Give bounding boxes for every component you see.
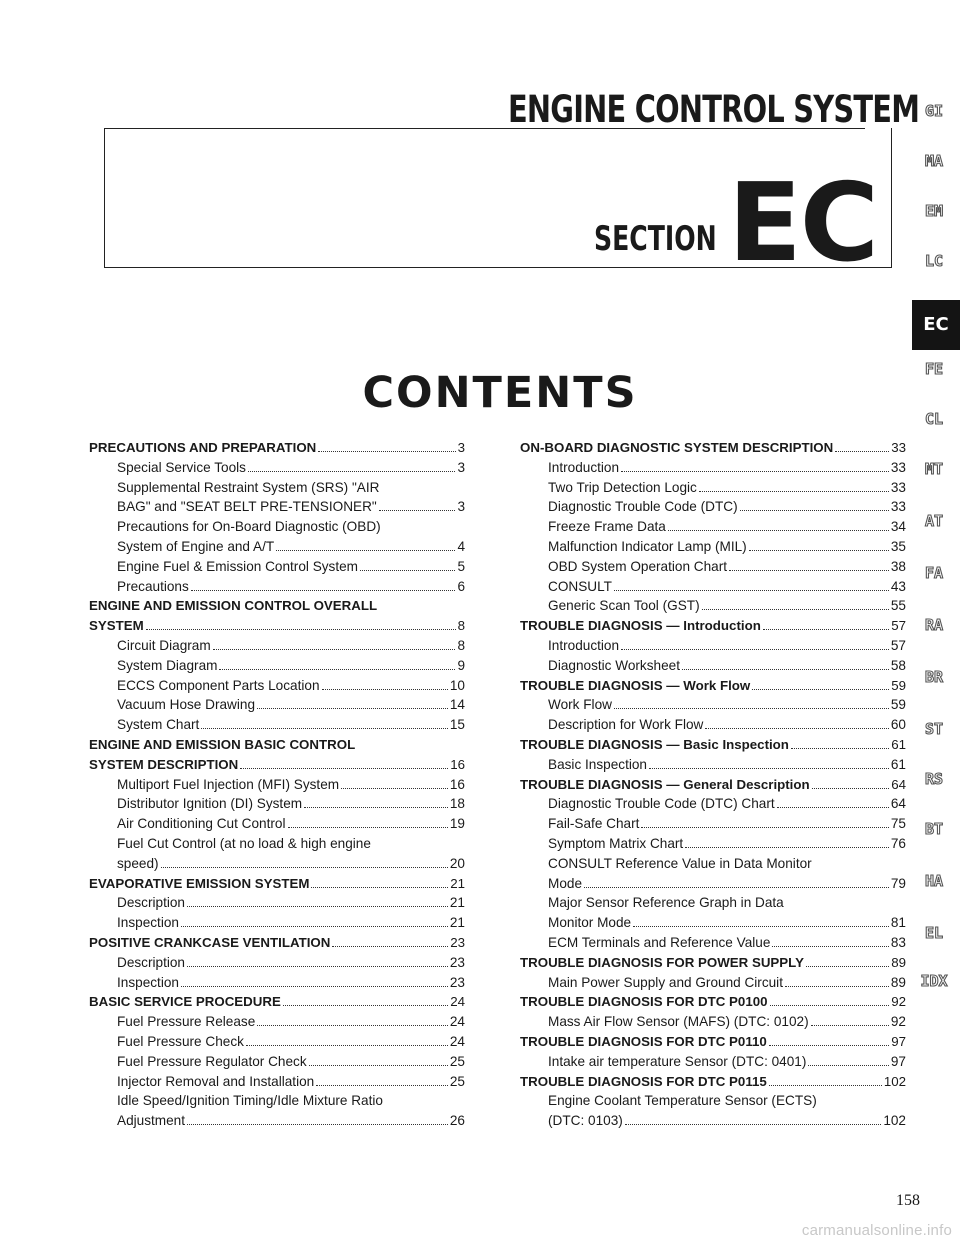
toc-entry-page: 16 <box>450 756 465 772</box>
toc-dot-leader <box>187 894 448 907</box>
toc-dot-leader <box>219 657 455 670</box>
toc-entry-label: Multiport Fuel Injection (MFI) System <box>117 776 340 792</box>
toc-right-column <box>520 438 906 1131</box>
toc-dot-leader <box>772 934 888 947</box>
toc-dot-leader <box>360 558 455 571</box>
toc-entry[interactable] <box>89 1111 465 1131</box>
section-tab-em[interactable]: EM <box>924 202 944 220</box>
toc-entry-page: 55 <box>890 598 906 614</box>
toc-entry[interactable] <box>520 834 906 854</box>
toc-entry-label: Adjustment <box>117 1113 186 1129</box>
toc-entry-label: Introduction <box>548 459 620 475</box>
toc-entry-label: Distributor Ignition (DI) System <box>117 796 303 812</box>
toc-entry-page: 59 <box>891 677 906 693</box>
toc-dot-leader <box>749 538 889 551</box>
toc-entry[interactable] <box>520 1091 906 1111</box>
toc-entry[interactable] <box>89 656 465 676</box>
toc-entry-label: Fuel Pressure Regulator Check <box>117 1053 307 1069</box>
toc-entry-label: Precautions <box>117 578 189 594</box>
toc-entry-label: Introduction <box>548 637 620 653</box>
toc-entry-page: 102 <box>883 1073 906 1089</box>
toc-entry[interactable] <box>520 517 906 537</box>
toc-entry-label: BAG" and "SEAT BELT PRE-TENSIONER" <box>117 499 377 515</box>
toc-entry[interactable] <box>520 992 906 1012</box>
section-code: EC <box>728 161 878 286</box>
toc-entry[interactable] <box>520 814 906 834</box>
toc-entry-label: Freeze Frame Data <box>548 519 666 535</box>
toc-entry[interactable] <box>89 557 465 577</box>
toc-entry-label: TROUBLE DIAGNOSIS FOR DTC P0115 <box>520 1073 767 1089</box>
toc-entry[interactable] <box>89 854 465 874</box>
toc-dot-leader <box>309 1053 448 1066</box>
toc-entry[interactable] <box>89 913 465 933</box>
toc-dot-leader <box>770 993 890 1006</box>
toc-entry[interactable] <box>520 1052 906 1072</box>
toc-entry-page: 57 <box>890 637 906 653</box>
toc-entry-label: Description <box>117 954 185 970</box>
toc-entry[interactable] <box>520 794 906 814</box>
toc-entry[interactable] <box>520 874 906 894</box>
toc-entry-label: Fuel Pressure Check <box>117 1033 244 1049</box>
toc-entry-label: EVAPORATIVE EMISSION SYSTEM <box>89 875 310 891</box>
toc-entry-page: 43 <box>890 578 906 594</box>
toc-entry-page: 34 <box>890 519 906 535</box>
toc-entry[interactable] <box>520 1111 906 1131</box>
toc-dot-leader <box>240 756 448 769</box>
toc-dot-leader <box>341 776 448 789</box>
toc-entry-label: Intake air temperature Sensor (DTC: 0401) <box>548 1053 807 1069</box>
toc-entry-page: 4 <box>457 538 465 554</box>
toc-dot-leader <box>791 736 889 749</box>
toc-dot-leader <box>283 993 448 1006</box>
toc-entry-label: Supplemental Restraint System (SRS) "AIR <box>117 479 380 495</box>
toc-entry-label: System Chart <box>117 717 200 733</box>
toc-entry[interactable] <box>520 755 906 775</box>
section-tab-bt[interactable]: BT <box>924 820 944 838</box>
toc-entry[interactable] <box>89 1072 465 1092</box>
section-tab-fa[interactable]: FA <box>924 564 944 582</box>
toc-entry-page: 23 <box>450 934 465 950</box>
toc-entry[interactable] <box>520 775 906 795</box>
toc-dot-leader <box>668 518 889 531</box>
toc-entry-label: Special Service Tools <box>117 459 246 475</box>
toc-entry-page: 92 <box>891 994 906 1010</box>
toc-entry[interactable] <box>89 537 465 557</box>
toc-dot-leader <box>621 459 889 472</box>
section-tab-cl[interactable]: CL <box>924 410 944 428</box>
toc-entry-label: SYSTEM DESCRIPTION <box>89 756 239 772</box>
toc-entry[interactable] <box>520 636 906 656</box>
toc-entry-page: 24 <box>449 1033 465 1049</box>
toc-dot-leader <box>187 1112 448 1125</box>
toc-entry-label: TROUBLE DIAGNOSIS FOR DTC P0110 <box>520 1033 767 1049</box>
toc-entry[interactable] <box>520 557 906 577</box>
toc-entry-page: 8 <box>457 618 465 634</box>
toc-entry-label: Description for Work Flow <box>548 717 704 733</box>
toc-entry[interactable] <box>89 695 465 715</box>
toc-dot-leader <box>649 756 889 769</box>
toc-entry-page: 33 <box>890 499 906 515</box>
section-tab-mt[interactable]: MT <box>924 460 944 478</box>
toc-dot-leader <box>246 1033 448 1046</box>
toc-entry[interactable] <box>520 656 906 676</box>
watermark: carmanualsonline.info <box>801 1222 952 1239</box>
toc-entry-label: OBD System Operation Chart <box>548 558 728 574</box>
toc-entry[interactable] <box>89 577 465 597</box>
toc-dot-leader <box>257 1013 448 1026</box>
toc-entry-page: 24 <box>449 1014 465 1030</box>
toc-dot-leader <box>288 815 448 828</box>
toc-dot-leader <box>181 974 448 987</box>
contents-heading: CONTENTS <box>362 368 638 418</box>
toc-entry-page: 64 <box>891 776 906 792</box>
toc-entry[interactable] <box>520 695 906 715</box>
toc-entry-label: SYSTEM <box>89 618 144 634</box>
toc-dot-leader <box>213 637 456 650</box>
toc-entry-label: TROUBLE DIAGNOSIS — Introduction <box>520 618 761 634</box>
toc-entry-label: Mode <box>548 875 583 891</box>
toc-entry-page: 81 <box>890 915 906 931</box>
toc-entry-label: Diagnostic Worksheet <box>548 657 680 673</box>
toc-entry-label: Fail-Safe Chart <box>548 816 640 832</box>
toc-dot-leader <box>705 716 889 729</box>
toc-entry-page: 26 <box>449 1113 465 1129</box>
section-tab-ra[interactable]: RA <box>924 616 944 634</box>
toc-dot-leader <box>181 914 448 927</box>
toc-entry[interactable] <box>89 497 465 517</box>
toc-entry[interactable] <box>89 755 465 775</box>
toc-entry-label: Diagnostic Trouble Code (DTC) Chart <box>548 796 775 812</box>
toc-dot-leader <box>379 498 456 511</box>
toc-entry-label: Inspection <box>117 974 179 990</box>
toc-entry-page: 25 <box>449 1073 465 1089</box>
toc-entry-page: 16 <box>449 776 465 792</box>
toc-dot-leader <box>625 1112 882 1125</box>
toc-entry[interactable] <box>520 735 906 755</box>
toc-dot-leader <box>769 1033 889 1046</box>
toc-entry-page: 14 <box>449 697 465 713</box>
toc-entry-label: ECM Terminals and Reference Value <box>548 934 771 950</box>
toc-entry-page: 89 <box>890 974 906 990</box>
toc-entry-page: 3 <box>457 499 465 515</box>
toc-entry-page: 61 <box>890 756 906 772</box>
toc-dot-leader <box>835 439 889 452</box>
toc-dot-leader <box>322 677 448 690</box>
toc-entry-page: 3 <box>457 440 465 455</box>
toc-entry-page: 10 <box>449 677 465 693</box>
toc-entry[interactable] <box>89 794 465 814</box>
toc-entry[interactable] <box>89 596 465 616</box>
toc-dot-leader <box>161 855 448 868</box>
section-tab-rs[interactable]: RS <box>924 770 944 788</box>
toc-entry[interactable] <box>520 478 906 498</box>
section-label: SECTION <box>594 219 717 259</box>
toc-entry-label: TROUBLE DIAGNOSIS FOR DTC P0100 <box>520 994 768 1010</box>
toc-entry-page: 33 <box>890 479 906 495</box>
toc-entry-page: 20 <box>449 855 465 871</box>
toc-entry-page: 21 <box>449 895 465 911</box>
toc-entry-label: Symptom Matrix Chart <box>548 835 684 851</box>
toc-entry[interactable] <box>520 537 906 557</box>
toc-entry[interactable] <box>520 973 906 993</box>
toc-dot-leader <box>685 835 889 848</box>
section-tab-lc[interactable]: LC <box>924 252 944 270</box>
toc-dot-leader <box>785 974 889 987</box>
section-tab-st[interactable]: ST <box>924 720 944 738</box>
toc-dot-leader <box>812 776 890 789</box>
toc-entry[interactable] <box>89 775 465 795</box>
toc-dot-leader <box>811 1013 889 1026</box>
toc-entry[interactable] <box>520 953 906 973</box>
toc-entry-page: 89 <box>891 954 906 970</box>
toc-entry-page: 21 <box>450 875 465 891</box>
toc-entry[interactable] <box>89 636 465 656</box>
toc-entry-page: 5 <box>457 558 465 574</box>
toc-dot-leader <box>621 637 889 650</box>
toc-entry-page: 23 <box>449 954 465 970</box>
toc-dot-leader <box>318 439 455 452</box>
toc-entry-label: Injector Removal and Installation <box>117 1073 315 1089</box>
toc-dot-leader <box>641 815 888 828</box>
toc-entry-page: 33 <box>890 459 906 475</box>
toc-dot-leader <box>682 657 889 670</box>
toc-left-column <box>89 438 465 1131</box>
toc-dot-leader <box>187 954 448 967</box>
toc-dot-leader <box>332 934 448 947</box>
toc-entry-label: CONSULT Reference Value in Data Monitor <box>548 855 812 871</box>
toc-dot-leader <box>769 1073 882 1086</box>
toc-entry-page: 102 <box>883 1113 906 1129</box>
toc-entry-label: Two Trip Detection Logic <box>548 479 697 495</box>
section-tab-ec[interactable]: EC <box>912 300 960 350</box>
toc-entry-page: 58 <box>890 657 906 673</box>
toc-entry-page: 83 <box>890 934 906 950</box>
section-tab-ma[interactable]: MA <box>924 152 944 170</box>
toc-entry-label: Air Conditioning Cut Control <box>117 816 286 832</box>
section-tab-gi[interactable]: GI <box>924 102 944 120</box>
section-tab-fe[interactable]: FE <box>924 360 944 378</box>
toc-entry-label: Monitor Mode <box>548 915 632 931</box>
toc-entry-label: (DTC: 0103) <box>548 1113 623 1129</box>
toc-entry[interactable] <box>520 497 906 517</box>
toc-entry-page: 57 <box>891 618 906 634</box>
toc-entry[interactable] <box>89 992 465 1012</box>
toc-entry[interactable] <box>89 438 465 458</box>
toc-entry-page: 8 <box>457 637 465 653</box>
toc-dot-leader <box>740 498 889 511</box>
toc-entry-label: TROUBLE DIAGNOSIS — Work Flow <box>520 677 751 693</box>
toc-entry-page: 9 <box>457 657 465 673</box>
toc-entry[interactable] <box>520 854 906 874</box>
toc-dot-leader <box>729 558 889 571</box>
toc-dot-leader <box>702 597 889 610</box>
toc-entry-label: ECCS Component Parts Location <box>117 677 320 693</box>
toc-entry-page: 15 <box>449 717 465 733</box>
toc-entry-label: Description <box>117 895 185 911</box>
toc-entry-page: 21 <box>449 915 465 931</box>
toc-entry-label: ENGINE AND EMISSION BASIC CONTROL <box>89 736 356 752</box>
toc-dot-leader <box>777 795 889 808</box>
toc-entry-page: 35 <box>890 538 906 554</box>
toc-dot-leader <box>316 1073 448 1086</box>
toc-entry[interactable] <box>520 1072 906 1092</box>
page-number: 158 <box>896 1192 920 1209</box>
toc-entry[interactable] <box>520 1032 906 1052</box>
toc-entry[interactable] <box>89 478 465 498</box>
toc-entry[interactable] <box>89 1032 465 1052</box>
toc-entry[interactable] <box>520 893 906 913</box>
toc-entry-page: 61 <box>891 736 906 752</box>
toc-entry-label: TROUBLE DIAGNOSIS — Basic Inspection <box>520 736 789 752</box>
toc-entry-label: BASIC SERVICE PROCEDURE <box>89 994 281 1010</box>
toc-entry-label: ON-BOARD DIAGNOSTIC SYSTEM DESCRIPTION <box>520 440 834 455</box>
toc-entry-label: Malfunction Indicator Lamp (MIL) <box>548 538 747 554</box>
toc-entry-page: 75 <box>890 816 906 832</box>
section-title: ENGINE CONTROL SYSTEM <box>508 88 920 131</box>
toc-dot-leader <box>752 677 889 690</box>
toc-entry[interactable] <box>89 1012 465 1032</box>
section-tab-idx[interactable]: IDX <box>920 972 948 990</box>
toc-entry-page: 19 <box>449 816 465 832</box>
toc-entry-page: 59 <box>890 697 906 713</box>
toc-entry-page: 97 <box>891 1033 906 1049</box>
toc-entry-label: Fuel Cut Control (at no load & high engine <box>117 835 371 851</box>
toc-dot-leader <box>191 578 456 591</box>
toc-entry-page: 18 <box>449 796 465 812</box>
toc-entry-label: Mass Air Flow Sensor (MAFS) (DTC: 0102) <box>548 1014 809 1030</box>
toc-entry-page: 64 <box>890 796 906 812</box>
toc-entry[interactable] <box>89 735 465 755</box>
toc-dot-leader <box>808 1053 888 1066</box>
toc-dot-leader <box>276 538 455 551</box>
toc-entry[interactable] <box>520 913 906 933</box>
toc-entry-page: 79 <box>890 875 906 891</box>
toc-dot-leader <box>763 617 889 630</box>
section-tab-at[interactable]: AT <box>924 512 944 530</box>
toc-entry[interactable] <box>89 517 465 537</box>
toc-entry[interactable] <box>89 953 465 973</box>
toc-entry-label: Basic Inspection <box>548 756 647 772</box>
toc-entry-page: 92 <box>890 1014 906 1030</box>
toc-dot-leader <box>146 617 456 630</box>
toc-entry-label: PRECAUTIONS AND PREPARATION <box>89 440 317 455</box>
toc-entry-label: Idle Speed/Ignition Timing/Idle Mixture Ratio <box>117 1093 383 1109</box>
toc-entry-label: System of Engine and A/T <box>117 538 275 554</box>
toc-entry-label: Circuit Diagram <box>117 637 211 653</box>
toc-entry-label: System Diagram <box>117 657 218 673</box>
toc-entry-label: POSITIVE CRANKCASE VENTILATION <box>89 934 331 950</box>
toc-entry-label: TROUBLE DIAGNOSIS — General Description <box>520 776 810 792</box>
toc-entry[interactable] <box>520 438 906 458</box>
toc-entry-page: 3 <box>457 459 465 475</box>
toc-entry[interactable] <box>89 458 465 478</box>
toc-entry[interactable] <box>520 596 906 616</box>
toc-entry-label: Engine Coolant Temperature Sensor (ECTS) <box>548 1093 817 1109</box>
toc-entry[interactable] <box>520 616 906 636</box>
toc-entry-label: Inspection <box>117 915 179 931</box>
section-tab-el[interactable]: EL <box>924 924 944 942</box>
toc-entry[interactable] <box>520 1012 906 1032</box>
toc-entry[interactable] <box>89 1091 465 1111</box>
toc-dot-leader <box>257 696 448 709</box>
toc-entry-label: speed) <box>117 855 159 871</box>
toc-dot-leader <box>201 716 448 729</box>
toc-entry[interactable] <box>89 676 465 696</box>
toc-dot-leader <box>304 795 448 808</box>
toc-dot-leader <box>311 875 448 888</box>
toc-entry[interactable] <box>520 715 906 735</box>
toc-dot-leader <box>806 954 889 967</box>
toc-dot-leader <box>584 875 889 888</box>
toc-entry-label: Major Sensor Reference Graph in Data <box>548 895 784 911</box>
toc-entry[interactable] <box>89 874 465 894</box>
toc-entry-label: Generic Scan Tool (GST) <box>548 598 700 614</box>
toc-entry-page: 60 <box>890 717 906 733</box>
toc-entry-label: Fuel Pressure Release <box>117 1014 256 1030</box>
toc-entry-label: TROUBLE DIAGNOSIS FOR POWER SUPPLY <box>520 954 804 970</box>
toc-entry-page: 33 <box>891 440 906 455</box>
toc-entry-label: CONSULT <box>548 578 612 594</box>
toc-entry-page: 23 <box>449 974 465 990</box>
toc-entry[interactable] <box>89 1052 465 1072</box>
toc-entry-label: Vacuum Hose Drawing <box>117 697 256 713</box>
toc-entry-label: Diagnostic Trouble Code (DTC) <box>548 499 738 515</box>
toc-entry-page: 38 <box>890 558 906 574</box>
toc-entry-page: 97 <box>890 1053 906 1069</box>
toc-entry-page: 6 <box>457 578 465 594</box>
section-tab-ha[interactable]: HA <box>924 872 944 890</box>
toc-dot-leader <box>699 479 889 492</box>
toc-entry[interactable] <box>89 616 465 636</box>
toc-dot-leader <box>248 459 455 472</box>
toc-entry[interactable] <box>520 933 906 953</box>
toc-entry-page: 25 <box>449 1053 465 1069</box>
toc-entry[interactable] <box>89 973 465 993</box>
toc-entry[interactable] <box>89 933 465 953</box>
toc-entry-page: 76 <box>890 835 906 851</box>
toc-entry[interactable] <box>89 893 465 913</box>
toc-entry-label: Engine Fuel & Emission Control System <box>117 558 359 574</box>
toc-entry[interactable] <box>89 715 465 735</box>
toc-entry[interactable] <box>520 676 906 696</box>
toc-entry[interactable] <box>89 834 465 854</box>
toc-entry-page: 24 <box>450 994 465 1010</box>
toc-entry-label: ENGINE AND EMISSION CONTROL OVERALL <box>89 598 378 614</box>
toc-entry[interactable] <box>520 458 906 478</box>
section-tab-br[interactable]: BR <box>924 668 944 686</box>
toc-entry[interactable] <box>89 814 465 834</box>
toc-entry-label: Main Power Supply and Ground Circuit <box>548 974 783 990</box>
toc-entry[interactable] <box>520 577 906 597</box>
toc-entry-label: Work Flow <box>548 697 612 713</box>
toc-entry-label: Precautions for On-Board Diagnostic (OBD) <box>117 519 381 535</box>
toc-dot-leader <box>633 914 889 927</box>
toc-dot-leader <box>614 696 889 709</box>
toc-dot-leader <box>614 578 889 591</box>
